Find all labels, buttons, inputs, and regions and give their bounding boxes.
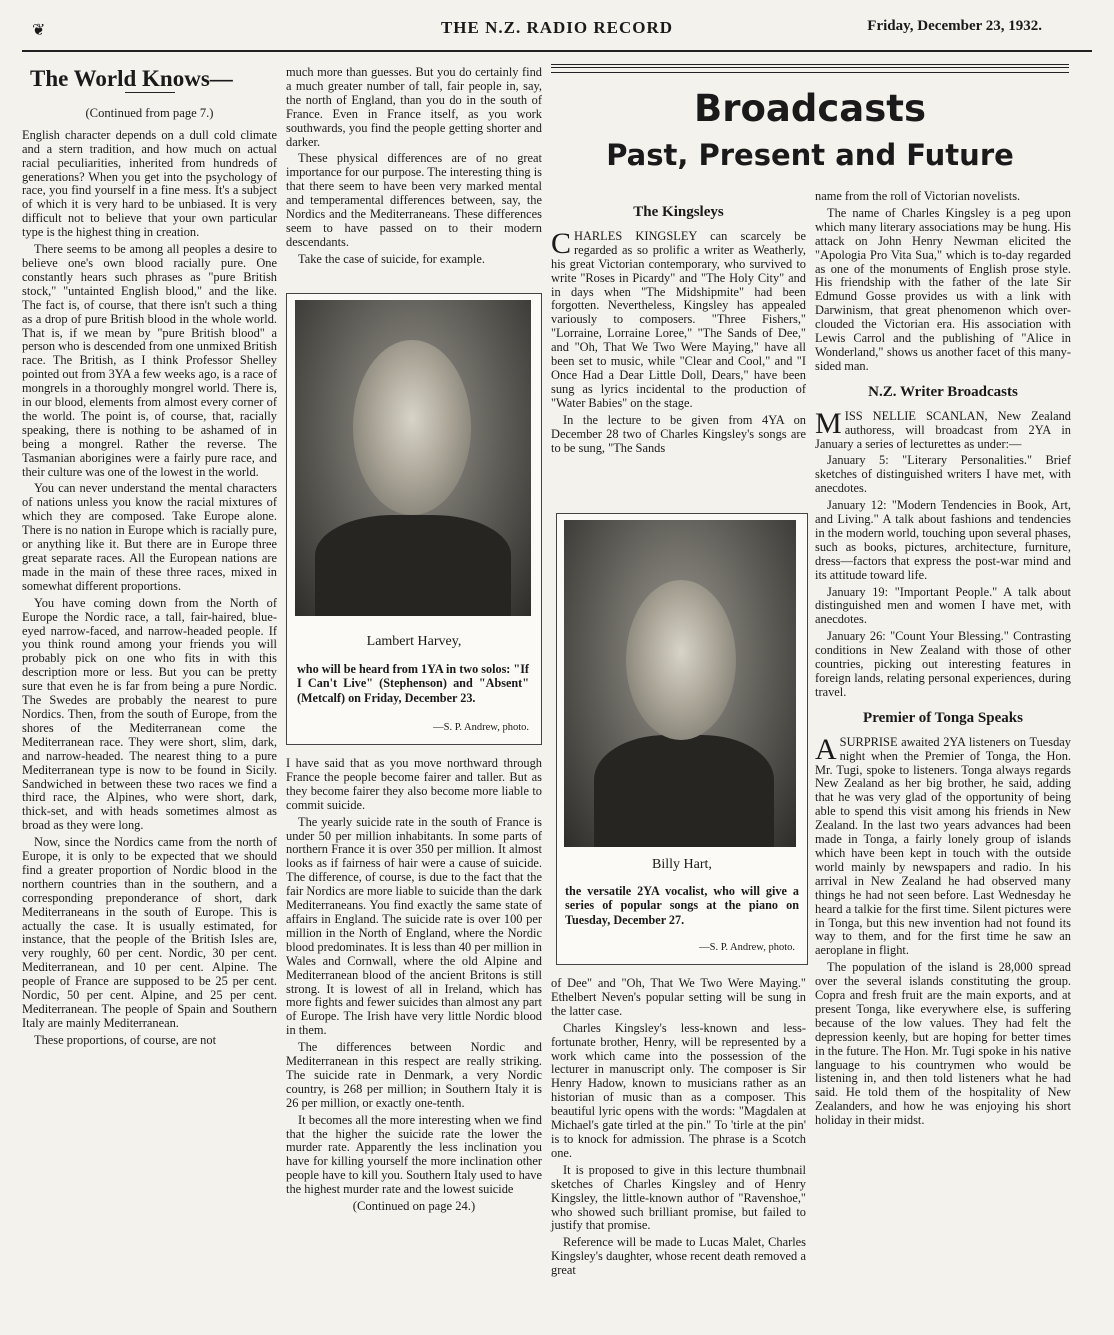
kingsleys-column-top: [551, 200, 806, 458]
caption-text: the versatile 2YA vocalist, who will give a series of popular songs at the piano on Tuesday, December 27.: [565, 884, 799, 927]
paragraph: Reference will be made to Lucas Malet, Charles Kingsley's daughter, whose recent death removed a great: [551, 1235, 806, 1278]
paragraph: You can never understand the mental characters of nations unless you know the racial mixtures of which they are composed. Take Europe alone. There is no nation in Europe which is racially pure, or anything like it. But there are in Europe three great separate races. All the European nations are made in the main of these three races, mixed in somewhat different proportions.: [22, 481, 277, 593]
caption-name: Lambert Harvey,: [366, 634, 462, 649]
page-header: [20, 18, 1094, 42]
paragraph: January 26: "Count Your Blessing." Contrasting conditions in New Zealand with those of other countries, picking out interesting features in foreign lands, relating personal experiences, during travel.: [815, 629, 1071, 699]
paragraph: It is proposed to give in this lecture thumbnail sketches of Charles Kingsley and of Henry Kingsley, the little-known author of "Ravenshoe," who showed such brilliant promise, but failed to justify that promise.: [551, 1162, 806, 1233]
paragraph: [551, 226, 806, 411]
paragraph: The population of the island is 28,000 spread over the several islands constituting the group. Copra and fresh fruit are the main exports, and at present Tonga, like everywhere else, is suffering because of the low values. They had felt the depression keenly, but are hoping for better times in the future. The Hon. Mr. Tugi spoke in his native language to his countrymen who would be listening in, and then told listeners what he had said. He told them of the hospitality of New Zealanders, and how he was enjoying his short holiday in their midst.: [815, 960, 1071, 1128]
paragraph: January 19: "Important People." A talk about distinguished men and women I have met, with anecdotes.: [815, 584, 1071, 627]
paragraph: It becomes all the more interesting when we find that the higher the suicide rate the lower the murder rate. Apparently the less inclination you have for killing yourself the more inclination other people have to kill you. Southern Italy used to have the highest murder rate and the lowest suicide: [286, 1112, 542, 1197]
paragraph: Charles Kingsley's less-known and less-fortunate brother, Henry, will be represented by a work which came into the possession of the lecturer in manuscript only. The composer is Sir Henry Hadow, known to musicians rather as an historian of music than as a composer. This beautiful lyric opens with the words: "Magdalen at Michael's gate tirled at the pin." To 'tirle at the pin' is to knock for admission. The phrase is a Scotch one.: [551, 1020, 806, 1160]
caption-name: Billy Hart,: [652, 857, 712, 872]
paragraph: These proportions, of course, are not: [34, 1032, 217, 1047]
portrait-image: [564, 520, 796, 847]
photo-credit: —S. P. Andrew, photo.: [433, 722, 529, 733]
paragraph: There seems to be among all peoples a desire to believe one's own blood racially pure. One constantly hears such phrases as "pure British stock," "untainted English blood," and the like. The fact is, of course, that there isn't such a thing as a drop of pure British blood in the whole world. That is, if we mean by "pure British blood" a person who is descended from one unmixed British race. The British, as I think Professor Shelley pointed out from 3YA a few weeks ago, is a race of mongrels in a thoroughly mongrel world. There is, in our blood, elements from almost every corner of the world. The point is, of course, that, racially speaking, there is nothing to be ashamed of in being a mongrel. Rather the reverse. The Tasmanian aborigines were a fairly pure race, and their culture was one of the lowest in the world.: [22, 242, 277, 479]
paragraph: much more than guesses. But you do certainly find a much greater number of tall, fair people in, say, the north of England, than you do in the south of France. Even in France itself, as you work southwards, you find the people getting shorter and darker.: [286, 65, 542, 149]
photo-credit: —S. P. Andrew, photo.: [699, 942, 795, 953]
broadcasts-banner: [551, 64, 1069, 172]
title-rule: [125, 92, 175, 93]
dropcap: A: [815, 732, 837, 766]
paragraph: [815, 406, 1071, 452]
section-title: Broadcasts: [694, 87, 926, 130]
paragraph: The yearly suicide rate in the south of France is under 50 per million inhabitants. In some parts of northern France it is over 350 per million. It almost looks as if fairness of hair were a cause of suicide. The difference, of course, is due to the fact that the fair Nordics are more liable to suicide than the dark Mediterraneans. You find exactly the same state of affairs in England. The suicide rate is over 100 per million in the North of England, where the Nordic blood predominates. It is less than 40 per million in Wales and Cornwall, where the old Alpine and Mediterranean blood of the ancient Britons is still strong. It is lowest of all in Ireland, which has more fights and fewer suicides than almost any part of Europe. The Irish have very little Nordic blood in them.: [286, 814, 542, 1038]
paragraph: I have said that as you move northward through France the people become fairer and taller. But as they become fairer they also become more liable to commit suicide.: [286, 756, 542, 812]
article-title: The World Knows—: [30, 66, 233, 91]
paragraph: name from the roll of Victorian novelists.: [815, 189, 1021, 203]
paragraph: January 5: "Literary Personalities." Brief sketches of distinguished writers I have met, with anecdotes.: [815, 453, 1071, 496]
kingsleys-heading: The Kingsleys: [633, 204, 724, 220]
caption-text: who will be heard from 1YA in two solos: "If I Can't Live" (Stephenson) and "Absent" (Metcalf) on Friday, December 23.: [297, 662, 529, 705]
paragraph: Take the case of suicide, for example.: [298, 251, 485, 266]
portrait-image: [295, 300, 531, 616]
photo-billy-hart: [556, 513, 808, 965]
paragraph-text: SURPRISE awaited 2YA listeners on Tuesday night when the Premier of Tonga, the Hon. Mr. Tugi, spoke to listeners. Tonga always regards New Zealand as her big brother, he said, adding that he was very glad of the opportunity of being able to spend this visit among his friends in New Zealand. In the last two years advances had been made in Tonga, a fairly lonely group of islands which have been kept in touch with the outside world mainly by newspapers and radio. In his arrival in New Zealand he had observed many things he had not seen before. Last Wednesday he heard a talkie for the first time. Silent pictures were in Tonga, but this new invention had not found its way to them, and for the first time he saw an aeroplane in flight.: [815, 734, 1071, 958]
issue-date: Friday, December 23, 1932.: [867, 18, 1042, 34]
tonga-heading: Premier of Tonga Speaks: [863, 709, 1023, 726]
world-knows-column-2-bottom: [286, 757, 542, 1214]
paragraph: January 12: "Modern Tendencies in Book, Art, and Living." A talk about fashions and tendencies in the modern world, touching upon several phases, such as books, pictures, architecture, furniture, dress—factors that express the post-war mind and its attitude toward life.: [815, 498, 1071, 582]
continued-on: (Continued on page 24.): [352, 1199, 476, 1214]
emblem-icon: ❦: [32, 22, 46, 39]
paragraph: Now, since the Nordics came from the north of Europe, it is only to be expected that we should find a greater proportion of Nordic blood in the northern countries than in the southern, and a corresponding preponderance of short, dark Mediterraneans in the south of Europe. This is actually the case. It is usually estimated, for instance, that the people of the British Isles are, very roughly, 60 per cent. Nordic, 30 per cent. Mediterranean, and 10 per cent. Alpine. The people of France are supposed to be 25 per cent. Nordic, 50 per cent. Alpine, and 25 per cent. Mediterranean. The people of Spain and Southern Italy are mainly Mediterranean.: [22, 835, 277, 1030]
continued-from: (Continued from page 7.): [85, 105, 214, 120]
paragraph: You have coming down from the North of Europe the Nordic race, a tall, fair-haired, blue-eyed narrow-faced, and narrow-headed people. If you think round among your friends you will probably pick on one who fits in with this description more or less. But you can be pretty sure that even he is far from being a pure Nordic. The Swedes are probably the nearest to pure Nordics. Then, from the south of Europe, from the shores of the Mediterranean come the Mediterranean race. They were short, slim, dark, and narrow-headed. The nearest thing to a pure Mediterranean type is now to be found in Sicily. Sandwiched in between these two races we find a third race, the Alpines, who were short, dark, thick-set, and with heads sometimes almost as broad as they were long.: [22, 595, 277, 833]
dropcap: C: [551, 226, 572, 260]
paragraph: These physical differences are of no great importance for our purpose. The interesting thing is that there seem to have been very marked mental and temperamental differences between, say, the Nordics and the Mediterraneans. These differences seem to have passed on to their modern descendants.: [286, 151, 542, 249]
paragraph: The differences between Nordic and Mediterranean in this respect are really striking. The suicide rate in Denmark, a very Nordic country, is 268 per million; in Southern Italy it is 26 per million, or exactly one-tenth.: [286, 1040, 542, 1110]
masthead: THE N.Z. RADIO RECORD: [440, 18, 674, 37]
paragraph: of Dee" and "Oh, That We Two Were Maying." Ethelbert Neven's popular setting will be sung in the latter case.: [551, 976, 806, 1018]
dropcap: M: [815, 406, 842, 440]
world-knows-column-1: [22, 68, 277, 1051]
paragraph: In the lecture to be given from 4YA on December 28 two of Charles Kingsley's songs are to be sung, "The Sands: [551, 412, 806, 455]
paragraph: [815, 732, 1071, 959]
paragraph-text: HARLES KINGSLEY can scarcely be regarded as so prolific a writer as Weatherly, his great Victorian contemporary, who survived to write "Roses in Picardy" and "The Holy City" and in days when "The Midshipmite" had been forgotten. Nevertheless, Kingsley has appealed variously to composers. "Three Fishers," "Lorraine, Lorraine Loree," "The Sands of Dee," and "Oh, That We Two Were Maying," have all been set to music, while "Clear and Cool," and "I Once Had a Dear Little Doll, Dears," have been sung as lyrics incidental to the production of "Water Babies" on the stage.: [551, 228, 806, 410]
kingsleys-column-bottom: [551, 977, 806, 1281]
section-subtitle: Past, Present and Future: [606, 138, 1014, 172]
writer-heading: N.Z. Writer Broadcasts: [868, 383, 1018, 400]
column-4: [815, 190, 1071, 1131]
paragraph: The name of Charles Kingsley is a peg upon which many literary associations may be hung. His attack on John Henry Newman elicited the "Apologia Pro Vita Sua," which is to-day regarded as one of the monuments of English prose style. His friendship with the father of the late Sir Edmund Gosse provides us with a link with Darwinism, that great phenomenon which over-clouded the Victorian era. His association with Lewis Carrol and the publishing of "Alice in Wonderland," shows us another facet of this many-sided man.: [815, 205, 1071, 373]
photo-lambert-harvey: [286, 293, 542, 745]
paragraph-text: ISS NELLIE SCANLAN, New Zealand authoress, will broadcast from 2YA in January a series of lecturettes as under:—: [815, 408, 1071, 451]
paragraph: English character depends on a dull cold climate and a stern tradition, and how much on actual racial peculiarities, inherited from hundreds of generations? When you get into the psychology of race, you find yourself in a fine mess. It's a subject of which it is very hard to be unbiased. It is very difficult not to believe that your own particular type is the highest thing in creation.: [22, 127, 277, 240]
header-rule: [22, 50, 1092, 52]
world-knows-column-2-top: [286, 66, 542, 270]
